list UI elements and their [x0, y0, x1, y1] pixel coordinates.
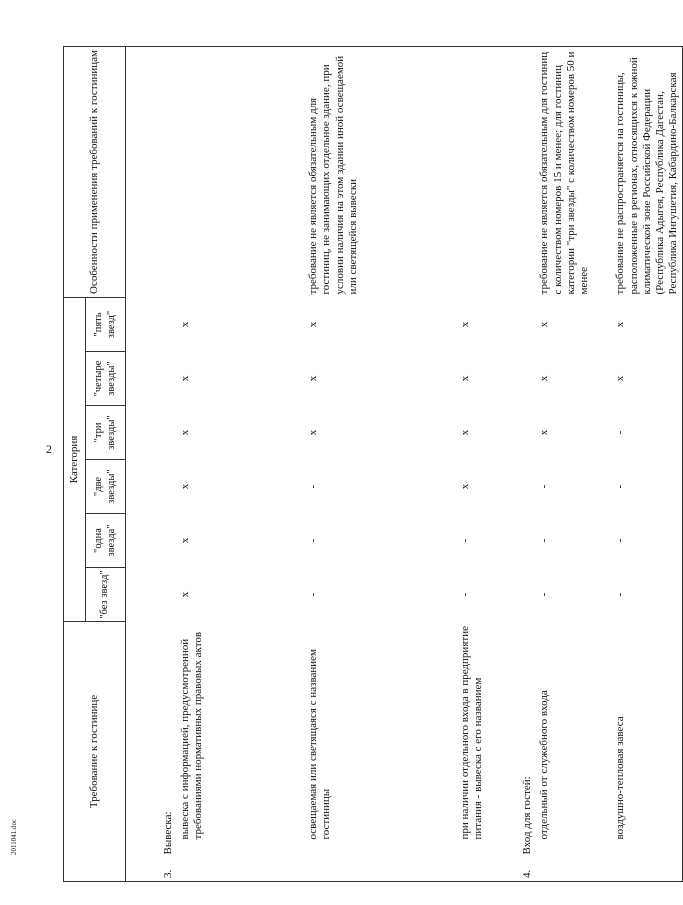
table-body — [126, 46, 683, 881]
row-mark: х — [307, 321, 320, 328]
row-requirement: освещаемая или светящаяся с названием гостиницы — [307, 648, 333, 840]
row-mark: х — [179, 591, 192, 598]
header-requirement: Требование к гостинице — [64, 622, 126, 882]
row-mark: х — [459, 375, 472, 382]
row-mark: х — [612, 297, 682, 351]
header-features: Особенности применения требований к гостиницам — [64, 46, 126, 297]
table-row — [519, 46, 536, 881]
header-category: Категория — [64, 297, 86, 621]
table-row — [536, 46, 612, 881]
row-mark: х — [538, 321, 551, 328]
table-row — [612, 46, 682, 881]
table-row — [177, 46, 305, 881]
row-requirement: воздушно-тепловая завеса — [612, 622, 682, 858]
rotated-page — [63, 22, 680, 882]
row-note: требование не является обязательным для гостиниц, не занимающих отдельное здание, при условии наличия на этом здании иной освещаемой или светящейся вывески — [305, 46, 457, 297]
row-mark: - — [612, 568, 682, 622]
row-mark: - — [612, 406, 682, 460]
header-star-3: "три звезды" — [86, 406, 126, 460]
row-mark: - — [538, 592, 551, 597]
table-row — [305, 46, 457, 881]
row-mark: х — [307, 375, 320, 382]
table-header — [64, 46, 126, 881]
table-row — [457, 46, 519, 881]
row-mark: - — [459, 538, 472, 543]
row-requirement: Вход для гостей: — [521, 776, 534, 855]
row-note — [160, 46, 177, 297]
header-star-2: "две звезды" — [86, 460, 126, 514]
row-mark: х — [459, 321, 472, 328]
header-star-0: "без звезд" — [86, 568, 126, 622]
table-row — [160, 46, 177, 881]
row-mark: х — [179, 321, 192, 328]
row-requirement: при наличии отдельного входа в предприятие питания - вывеска с его названием — [459, 626, 485, 840]
row-mark: - — [307, 484, 320, 489]
row-mark: х — [459, 429, 472, 436]
row-mark: х — [307, 429, 320, 436]
row-mark: - — [459, 592, 472, 597]
row-note — [519, 46, 536, 297]
row-note: требование не распространяется на гостиницы, расположенные в регионах, относящихся к южной климатической зоне Российской Федерации (Республика Адыгея, Республика Дагестан, Республика Ингушетия, Кабардино-Балкарская — [612, 46, 682, 297]
row-requirement: Вывеска: — [162, 811, 174, 855]
page-number: 2 — [46, 442, 52, 456]
row-mark: х — [538, 375, 551, 382]
row-mark: - — [307, 538, 320, 543]
row-mark: - — [538, 538, 551, 543]
row-mark: - — [612, 514, 682, 568]
row-note — [457, 46, 519, 297]
row-mark: х — [179, 375, 192, 382]
requirements-table — [63, 46, 683, 882]
header-star-4: "четыре звезды" — [86, 352, 126, 406]
row-mark: х — [459, 483, 472, 490]
header-star-5: "пять звезд" — [86, 297, 126, 351]
row-number: 4. — [519, 858, 536, 882]
row-number: 3. — [160, 858, 177, 882]
row-requirement: вывеска с информацией, предусмотренной требованиями нормативных правовых актов — [179, 631, 205, 840]
row-mark: х — [179, 483, 192, 490]
row-mark: х — [179, 429, 192, 436]
row-mark: х — [538, 429, 551, 436]
row-note: требование не является обязательным для гостиниц с количеством номеров 15 и менее; для гостиниц категории "три звезды" с количеством номеров 50 и менее — [536, 46, 612, 297]
row-note — [177, 46, 305, 297]
row-mark: - — [612, 460, 682, 514]
footer-filename: 2011041.doc — [10, 818, 18, 855]
header-star-1: "одна звезда" — [86, 514, 126, 568]
row-mark: - — [307, 592, 320, 597]
row-mark: х — [612, 352, 682, 406]
row-requirement: отдельный от служебного входа — [538, 690, 551, 840]
row-mark: - — [538, 484, 551, 489]
row-mark: х — [179, 537, 192, 544]
